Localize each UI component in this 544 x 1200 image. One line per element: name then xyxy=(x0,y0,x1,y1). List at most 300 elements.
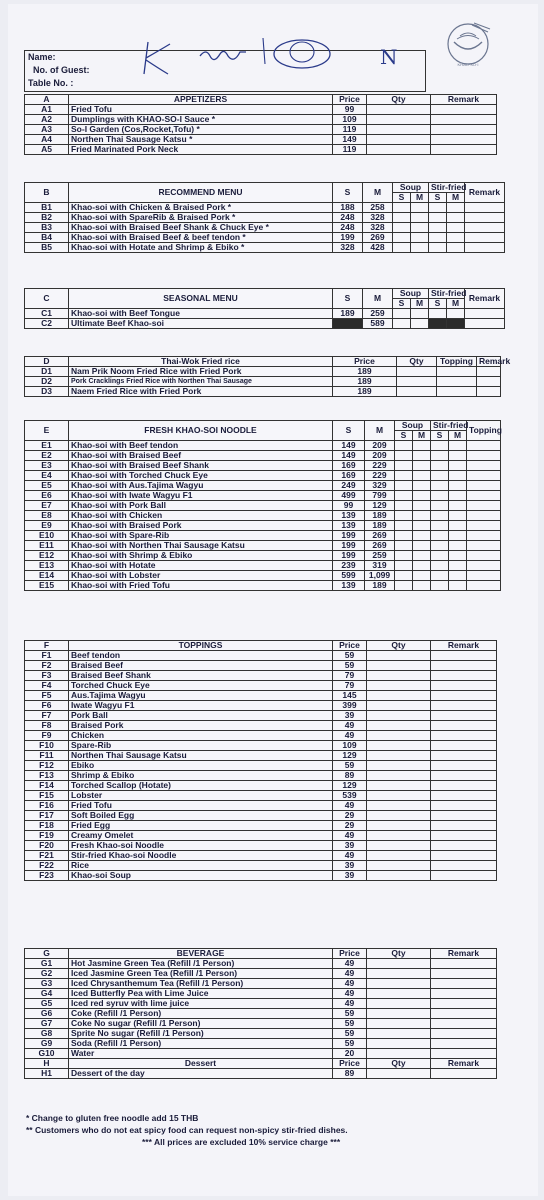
qty-cell[interactable] xyxy=(367,979,431,989)
remark-cell[interactable] xyxy=(431,651,497,661)
remark-cell[interactable] xyxy=(431,989,497,999)
item-price: 109 xyxy=(333,115,367,125)
table-row xyxy=(25,731,497,741)
qty-cell[interactable] xyxy=(431,511,449,521)
qty-cell[interactable] xyxy=(449,511,467,521)
qty-cell[interactable] xyxy=(413,441,431,451)
qty-cell[interactable] xyxy=(449,531,467,541)
section-code: F xyxy=(25,641,69,651)
remark-cell[interactable] xyxy=(431,135,497,145)
appetizers-table xyxy=(24,94,497,155)
item-name: Fried Tofu xyxy=(69,105,333,115)
remark-header: Remark xyxy=(465,183,505,203)
remark-cell[interactable] xyxy=(431,711,497,721)
topping-cell[interactable] xyxy=(437,367,477,377)
item-price: 119 xyxy=(333,125,367,135)
item-price-s: 139 xyxy=(333,511,365,521)
remark-cell[interactable] xyxy=(431,751,497,761)
item-code: G1 xyxy=(25,959,69,969)
topping-header: Topping xyxy=(437,357,477,367)
item-name: Khao-soi with Braised Beef xyxy=(69,451,333,461)
qty-cell[interactable] xyxy=(367,1019,431,1029)
qty-cell[interactable] xyxy=(395,531,413,541)
qty-cell[interactable] xyxy=(367,701,431,711)
soup-header: Soup xyxy=(393,183,429,193)
item-code: E8 xyxy=(25,511,69,521)
qty-cell[interactable] xyxy=(393,213,411,223)
qty-cell[interactable] xyxy=(395,541,413,551)
qty-cell[interactable] xyxy=(367,721,431,731)
qty-cell[interactable] xyxy=(411,319,429,329)
remark-cell[interactable] xyxy=(467,451,501,461)
qty-cell[interactable] xyxy=(395,461,413,471)
qty-cell[interactable] xyxy=(395,511,413,521)
remark-cell[interactable] xyxy=(467,571,501,581)
item-price: 89 xyxy=(333,1069,367,1079)
qty-cell[interactable] xyxy=(431,561,449,571)
remark-cell[interactable] xyxy=(431,691,497,701)
remark-cell[interactable] xyxy=(467,581,501,591)
item-price: 59 xyxy=(333,761,367,771)
remark-cell[interactable] xyxy=(467,521,501,531)
qty-cell[interactable] xyxy=(395,581,413,591)
item-price-s: 199 xyxy=(333,541,365,551)
qty-header: Qty xyxy=(397,357,437,367)
qty-cell[interactable] xyxy=(411,213,429,223)
qty-cell[interactable] xyxy=(431,531,449,541)
remark-cell[interactable] xyxy=(431,145,497,155)
qty-cell[interactable] xyxy=(411,203,429,213)
qty-cell[interactable] xyxy=(449,491,467,501)
qty-cell[interactable] xyxy=(449,471,467,481)
remark-cell[interactable] xyxy=(465,309,505,319)
qty-cell[interactable] xyxy=(367,811,431,821)
qty-cell[interactable] xyxy=(413,481,431,491)
qty-cell[interactable] xyxy=(431,441,449,451)
item-name: Khao-soi with Braised Beef Shank & Chuck Eye * xyxy=(69,223,333,233)
item-name: Soft Boiled Egg xyxy=(69,811,333,821)
table-row xyxy=(25,377,501,387)
remark-cell[interactable] xyxy=(431,979,497,989)
qty-cell[interactable] xyxy=(367,841,431,851)
qty-cell[interactable] xyxy=(367,801,431,811)
remark-cell[interactable] xyxy=(431,771,497,781)
item-code: F20 xyxy=(25,841,69,851)
qty-cell[interactable] xyxy=(367,145,431,155)
qty-cell[interactable] xyxy=(429,203,447,213)
qty-cell[interactable] xyxy=(411,233,429,243)
qty-cell[interactable] xyxy=(367,781,431,791)
qty-cell[interactable] xyxy=(367,1049,431,1059)
qty-cell[interactable] xyxy=(447,309,465,319)
qty-cell[interactable] xyxy=(395,521,413,531)
qty-cell[interactable] xyxy=(431,551,449,561)
remark-cell[interactable] xyxy=(467,511,501,521)
item-price: 59 xyxy=(333,1009,367,1019)
remark-cell[interactable] xyxy=(467,471,501,481)
table-row xyxy=(25,771,497,781)
item-name: Khao-soi with Lobster xyxy=(69,571,333,581)
item-code: C1 xyxy=(25,309,69,319)
qty-cell[interactable] xyxy=(431,481,449,491)
remark-cell[interactable] xyxy=(431,791,497,801)
item-code: F5 xyxy=(25,691,69,701)
item-name: Khao-soi with Braised Beef & beef tendon * xyxy=(69,233,333,243)
qty-cell[interactable] xyxy=(447,213,465,223)
item-price: 189 xyxy=(333,387,397,397)
qty-cell[interactable] xyxy=(395,481,413,491)
qty-cell[interactable] xyxy=(449,461,467,471)
table-row xyxy=(25,471,501,481)
sub-size-header: S xyxy=(429,299,447,309)
qty-cell[interactable] xyxy=(411,223,429,233)
item-code: F19 xyxy=(25,831,69,841)
item-code: G8 xyxy=(25,1029,69,1039)
qty-cell[interactable] xyxy=(413,491,431,501)
table-row xyxy=(25,871,497,881)
item-code: E13 xyxy=(25,561,69,571)
qty-cell[interactable] xyxy=(367,711,431,721)
qty-cell[interactable] xyxy=(413,581,431,591)
qty-cell[interactable] xyxy=(367,831,431,841)
item-name: Khao-soi with Northen Thai Sausage Katsu xyxy=(69,541,333,551)
qty-cell[interactable] xyxy=(367,105,431,115)
qty-cell[interactable] xyxy=(395,551,413,561)
qty-cell[interactable] xyxy=(367,851,431,861)
qty-cell[interactable] xyxy=(449,441,467,451)
qty-cell[interactable] xyxy=(367,115,431,125)
qty-cell[interactable] xyxy=(367,969,431,979)
remark-cell[interactable] xyxy=(431,959,497,969)
item-price: 59 xyxy=(333,661,367,671)
remark-cell[interactable] xyxy=(477,377,501,387)
item-name: Northen Thai Sausage Katsu * xyxy=(69,135,333,145)
qty-cell[interactable] xyxy=(367,1009,431,1019)
remark-cell[interactable] xyxy=(431,811,497,821)
item-name: Hot Jasmine Green Tea (Refill /1 Person) xyxy=(69,959,333,969)
table-row xyxy=(25,125,497,135)
remark-header: Remark xyxy=(431,95,497,105)
item-code: A4 xyxy=(25,135,69,145)
remark-cell[interactable] xyxy=(431,861,497,871)
remark-cell[interactable] xyxy=(431,999,497,1009)
qty-cell[interactable] xyxy=(395,491,413,501)
item-code: F23 xyxy=(25,871,69,881)
item-price: 29 xyxy=(333,821,367,831)
remark-cell[interactable] xyxy=(431,801,497,811)
qty-cell[interactable] xyxy=(413,531,431,541)
section-code: B xyxy=(25,183,69,203)
remark-cell[interactable] xyxy=(431,851,497,861)
item-price-s: 139 xyxy=(333,581,365,591)
item-name: Water xyxy=(69,1049,333,1059)
item-price-s xyxy=(333,319,363,329)
qty-cell[interactable] xyxy=(431,461,449,471)
qty-cell[interactable] xyxy=(367,871,431,881)
item-price: 49 xyxy=(333,801,367,811)
qty-cell[interactable] xyxy=(429,309,447,319)
item-code: B1 xyxy=(25,203,69,213)
remark-cell[interactable] xyxy=(467,531,501,541)
qty-cell[interactable] xyxy=(413,511,431,521)
topping-cell[interactable] xyxy=(437,387,477,397)
item-code: B2 xyxy=(25,213,69,223)
qty-cell[interactable] xyxy=(431,471,449,481)
qty-cell[interactable] xyxy=(429,233,447,243)
table-row xyxy=(25,367,501,377)
qty-cell[interactable] xyxy=(431,581,449,591)
remark-cell[interactable] xyxy=(467,561,501,571)
item-price-m: 589 xyxy=(363,319,393,329)
qty-cell[interactable] xyxy=(431,501,449,511)
item-price: 39 xyxy=(333,711,367,721)
item-name: Ultimate Beef Khao-soi xyxy=(69,319,333,329)
qty-cell[interactable] xyxy=(367,1069,431,1079)
qty-cell[interactable] xyxy=(449,521,467,531)
item-code: F12 xyxy=(25,761,69,771)
qty-cell[interactable] xyxy=(367,959,431,969)
qty-cell[interactable] xyxy=(367,999,431,1009)
sub-size-header: M xyxy=(447,299,465,309)
qty-cell[interactable] xyxy=(367,791,431,801)
item-price-m: 319 xyxy=(365,561,395,571)
section-title: FRESH KHAO-SOI NOODLE xyxy=(69,421,333,441)
qty-cell[interactable] xyxy=(413,551,431,561)
qty-cell[interactable] xyxy=(393,223,411,233)
remark-cell[interactable] xyxy=(467,441,501,451)
qty-cell[interactable] xyxy=(367,761,431,771)
item-name: Iced red syruv with lime juice xyxy=(69,999,333,1009)
item-price: 49 xyxy=(333,969,367,979)
item-code: G10 xyxy=(25,1049,69,1059)
remark-cell[interactable] xyxy=(431,721,497,731)
remark-cell[interactable] xyxy=(465,319,505,329)
qty-cell[interactable] xyxy=(447,203,465,213)
remark-cell[interactable] xyxy=(431,781,497,791)
qty-cell[interactable] xyxy=(367,989,431,999)
qty-cell[interactable] xyxy=(413,471,431,481)
qty-cell[interactable] xyxy=(395,451,413,461)
sub-size-header: M xyxy=(447,193,465,203)
remark-cell[interactable] xyxy=(431,741,497,751)
qty-cell[interactable] xyxy=(393,243,411,253)
qty-cell[interactable] xyxy=(367,671,431,681)
remark-cell[interactable] xyxy=(477,387,501,397)
remark-cell[interactable] xyxy=(465,223,505,233)
item-code: F4 xyxy=(25,681,69,691)
sub-size-header: S xyxy=(393,193,411,203)
guests-row[interactable]: No. of Guest: xyxy=(33,65,90,75)
item-name: Khao-soi with Spare-Rib xyxy=(69,531,333,541)
qty-cell[interactable] xyxy=(449,561,467,571)
qty-cell[interactable] xyxy=(413,561,431,571)
qty-cell[interactable] xyxy=(395,571,413,581)
remark-cell[interactable] xyxy=(467,461,501,471)
qty-cell[interactable] xyxy=(449,541,467,551)
item-name: Khao-soi with Braised Pork xyxy=(69,521,333,531)
qty-cell[interactable] xyxy=(449,551,467,561)
note-service-charge: *** All prices are excluded 10% service charge *** xyxy=(142,1137,341,1147)
qty-cell[interactable] xyxy=(367,1039,431,1049)
qty-cell[interactable] xyxy=(413,521,431,531)
qty-cell[interactable] xyxy=(367,651,431,661)
qty-cell[interactable] xyxy=(397,367,437,377)
qty-cell[interactable] xyxy=(367,741,431,751)
remark-cell[interactable] xyxy=(431,681,497,691)
remark-cell[interactable] xyxy=(431,831,497,841)
item-code: G2 xyxy=(25,969,69,979)
remark-cell[interactable] xyxy=(431,701,497,711)
remark-cell[interactable] xyxy=(431,731,497,741)
qty-cell[interactable] xyxy=(413,451,431,461)
remark-cell[interactable] xyxy=(431,761,497,771)
table-row xyxy=(25,571,501,581)
remark-cell[interactable] xyxy=(431,105,497,115)
noodle-table xyxy=(24,420,501,591)
qty-cell[interactable] xyxy=(447,243,465,253)
qty-cell[interactable] xyxy=(367,751,431,761)
qty-cell[interactable] xyxy=(449,571,467,581)
qty-cell[interactable] xyxy=(449,501,467,511)
item-price: 49 xyxy=(333,959,367,969)
qty-cell[interactable] xyxy=(397,377,437,387)
remark-cell[interactable] xyxy=(431,1039,497,1049)
item-code: F8 xyxy=(25,721,69,731)
item-price: 59 xyxy=(333,1039,367,1049)
qty-cell[interactable] xyxy=(447,233,465,243)
qty-cell[interactable] xyxy=(413,541,431,551)
section-title: BEVERAGE xyxy=(69,949,333,959)
qty-cell[interactable] xyxy=(429,319,447,329)
beverage-header-row xyxy=(25,949,497,959)
qty-cell[interactable] xyxy=(411,243,429,253)
table-row-field[interactable]: Table No. : xyxy=(28,78,74,88)
item-price-s: 189 xyxy=(333,309,363,319)
item-code: E7 xyxy=(25,501,69,511)
remark-cell[interactable] xyxy=(467,551,501,561)
appetizers-header-row xyxy=(25,95,497,105)
remark-cell[interactable] xyxy=(431,969,497,979)
item-code: F21 xyxy=(25,851,69,861)
item-name: Khao-soi with Pork Ball xyxy=(69,501,333,511)
remark-cell[interactable] xyxy=(477,367,501,377)
qty-cell[interactable] xyxy=(447,319,465,329)
qty-cell[interactable] xyxy=(447,223,465,233)
remark-cell[interactable] xyxy=(431,1009,497,1019)
item-price: 39 xyxy=(333,871,367,881)
remark-cell[interactable] xyxy=(465,233,505,243)
qty-cell[interactable] xyxy=(367,1029,431,1039)
table-row xyxy=(25,831,497,841)
qty-cell[interactable] xyxy=(393,203,411,213)
remark-cell[interactable] xyxy=(467,541,501,551)
table-row xyxy=(25,791,497,801)
remark-cell[interactable] xyxy=(431,841,497,851)
remark-cell[interactable] xyxy=(431,671,497,681)
remark-cell[interactable] xyxy=(465,213,505,223)
qty-cell[interactable] xyxy=(449,481,467,491)
remark-cell[interactable] xyxy=(431,1029,497,1039)
remark-cell[interactable] xyxy=(467,501,501,511)
qty-cell[interactable] xyxy=(413,571,431,581)
size-m-header: M xyxy=(363,183,393,203)
item-price: 129 xyxy=(333,781,367,791)
qty-cell[interactable] xyxy=(367,691,431,701)
remark-cell[interactable] xyxy=(431,1049,497,1059)
item-price-s: 199 xyxy=(333,551,365,561)
qty-cell[interactable] xyxy=(449,581,467,591)
item-code: F22 xyxy=(25,861,69,871)
qty-cell[interactable] xyxy=(395,501,413,511)
remark-cell[interactable] xyxy=(467,481,501,491)
remark-cell[interactable] xyxy=(465,203,505,213)
qty-cell[interactable] xyxy=(429,223,447,233)
qty-cell[interactable] xyxy=(431,521,449,531)
qty-cell[interactable] xyxy=(367,731,431,741)
name-row[interactable]: Name: xyxy=(28,52,56,62)
remark-cell[interactable] xyxy=(431,115,497,125)
item-price-m: 328 xyxy=(363,213,393,223)
item-code: G3 xyxy=(25,979,69,989)
qty-cell[interactable] xyxy=(393,233,411,243)
remark-cell[interactable] xyxy=(465,243,505,253)
qty-cell[interactable] xyxy=(367,661,431,671)
toppings-header-row xyxy=(25,641,497,651)
qty-cell[interactable] xyxy=(393,309,411,319)
item-price: 129 xyxy=(333,751,367,761)
section-title: SEASONAL MENU xyxy=(69,289,333,309)
qty-cell[interactable] xyxy=(395,441,413,451)
qty-cell[interactable] xyxy=(367,135,431,145)
remark-cell[interactable] xyxy=(431,871,497,881)
stir-fried-header: Stir-fried xyxy=(429,289,465,299)
qty-cell[interactable] xyxy=(413,461,431,471)
qty-cell[interactable] xyxy=(431,491,449,501)
qty-cell[interactable] xyxy=(367,821,431,831)
qty-cell[interactable] xyxy=(395,561,413,571)
qty-cell[interactable] xyxy=(449,451,467,461)
remark-cell[interactable] xyxy=(431,1069,497,1079)
qty-cell[interactable] xyxy=(413,501,431,511)
qty-cell[interactable] xyxy=(393,319,411,329)
qty-cell[interactable] xyxy=(367,125,431,135)
qty-cell[interactable] xyxy=(431,571,449,581)
qty-cell[interactable] xyxy=(431,541,449,551)
item-price: 49 xyxy=(333,731,367,741)
item-name: Nam Prik Noom Fried Rice with Fried Pork xyxy=(69,367,333,377)
remark-cell[interactable] xyxy=(467,491,501,501)
item-price-s: 239 xyxy=(333,561,365,571)
remark-cell[interactable] xyxy=(431,1019,497,1029)
qty-cell[interactable] xyxy=(367,861,431,871)
qty-cell[interactable] xyxy=(367,681,431,691)
qty-cell[interactable] xyxy=(395,471,413,481)
qty-cell[interactable] xyxy=(431,451,449,461)
qty-cell[interactable] xyxy=(367,771,431,781)
qty-header: Qty xyxy=(367,949,431,959)
qty-cell[interactable] xyxy=(429,243,447,253)
remark-cell[interactable] xyxy=(431,821,497,831)
topping-cell[interactable] xyxy=(437,377,477,387)
remark-cell[interactable] xyxy=(431,661,497,671)
item-code: F15 xyxy=(25,791,69,801)
table-row xyxy=(25,801,497,811)
qty-cell[interactable] xyxy=(429,213,447,223)
qty-cell[interactable] xyxy=(411,309,429,319)
qty-cell[interactable] xyxy=(397,387,437,397)
remark-cell[interactable] xyxy=(431,125,497,135)
qty-header: Qty xyxy=(367,1059,431,1069)
